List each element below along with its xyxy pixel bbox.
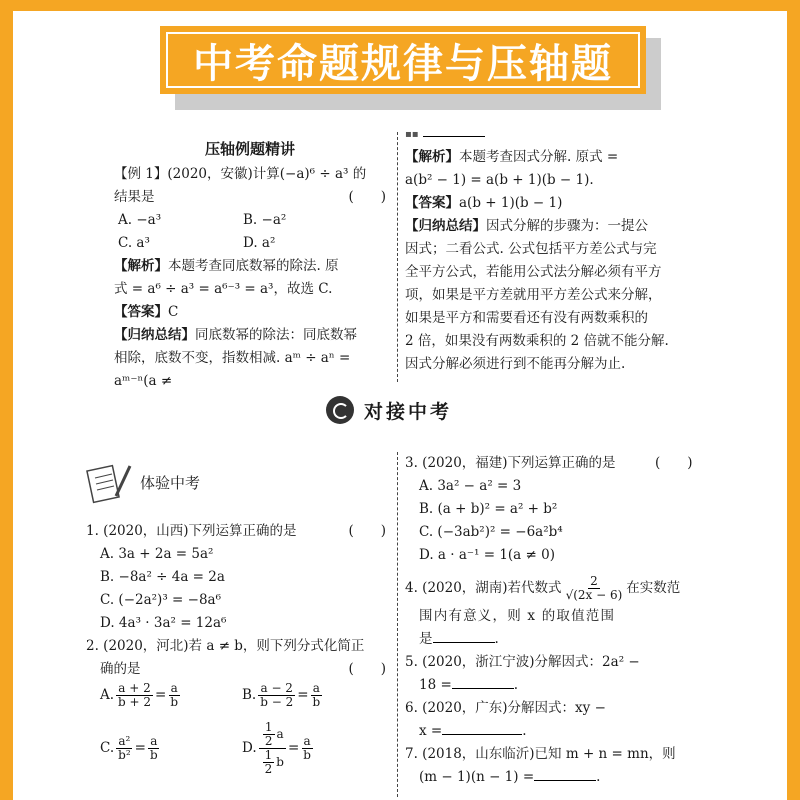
right-summary-line-1: 【归纳总结】因式分解的步骤为：一提公 bbox=[405, 218, 648, 234]
q2-stem: 2. (2020，河北)若 a ≠ b，则下列分式化简正 bbox=[86, 638, 365, 654]
option-c: C. a³ bbox=[118, 235, 150, 251]
sub-heading-title: 体验中考 bbox=[140, 473, 201, 492]
bottom-column-divider bbox=[397, 452, 398, 797]
left-example-column bbox=[114, 138, 386, 393]
q1-option-c: C. (−2a²)³ = −8a⁶ bbox=[100, 592, 221, 608]
top-column-divider bbox=[397, 132, 398, 382]
q1-option-b: B. −8a² ÷ 4a = 2a bbox=[100, 569, 225, 585]
analysis-line-1: 【解析】本题考查同底数幂的除法. 原 bbox=[114, 258, 339, 274]
section-title: 对接中考 bbox=[364, 400, 453, 423]
q2-options bbox=[100, 675, 390, 781]
q7-answer-blank[interactable] bbox=[534, 766, 596, 781]
q6-answer-blank[interactable] bbox=[442, 720, 522, 735]
right-example-column bbox=[405, 122, 705, 376]
option-a: A. −a³ bbox=[118, 212, 162, 228]
right-analysis-line-2: a(b² − 1) = a(b + 1)(b − 1). bbox=[405, 172, 594, 188]
q7-line-1: 7. (2018，山东临沂)已知 m + n = mn，则 bbox=[405, 746, 676, 762]
section-icon bbox=[326, 396, 354, 424]
top-blank bbox=[423, 122, 485, 137]
q2-option-c: C. $\frac{\text{a²}}{\text{b²}}$ = $\frac{a}{b}$ bbox=[100, 733, 158, 762]
summary-line-1: 【归纳总结】同底数幂的除法：同底数幂 bbox=[114, 327, 357, 343]
q3-option-c: C. (−3ab²)² = −6a²b⁴ bbox=[419, 524, 563, 540]
top-blank-line: ▪▪ bbox=[405, 122, 705, 146]
q3-stem: 3. (2020，福建)下列运算正确的是 ( ) bbox=[405, 455, 693, 471]
right-summary-line-4: 项，如果是平方差就用平方差公式来分解， bbox=[405, 287, 662, 303]
q2-option-d: D. $\frac{1}{2}$ a $\frac{1}{2}$ b = $\frac{a}{b}$ bbox=[242, 719, 311, 776]
section-heading bbox=[326, 396, 452, 424]
q2-option-b: B. $\frac{a - 2}{b - 2}$ = $\frac{a}{b}$ bbox=[242, 680, 321, 709]
banner-title: 中考命题规律与压轴题 bbox=[193, 40, 613, 87]
q2-option-a: A. $\frac{a + 2}{b + 2}$ = $\frac{a}{b}$ bbox=[100, 680, 179, 709]
q4-line-3: 是 . bbox=[405, 628, 705, 651]
example-1-options-ab bbox=[114, 209, 386, 232]
right-summary-line-6: 2 倍，如果没有两数乘积的 2 倍就不能分解. bbox=[405, 333, 669, 349]
q1-stem: 1. (2020，山西)下列运算正确的是 ( ) bbox=[86, 523, 386, 539]
right-analysis-line-1: 【解析】本题考查因式分解. 原式 = bbox=[405, 149, 619, 165]
answer-line: 【答案】C bbox=[114, 304, 179, 320]
q6-line-2: x = . bbox=[405, 720, 705, 743]
q3-option-b: B. (a + b)² = a² + b² bbox=[419, 501, 558, 517]
q3-option-d: D. a · a⁻¹ = 1(a ≠ 0) bbox=[419, 547, 555, 563]
q6-line-1: 6. (2020，广东)分解因式：xy − bbox=[405, 700, 606, 716]
option-d: D. a² bbox=[243, 235, 276, 251]
right-summary-line-3: 全平方公式，若能用公式法分解必须有平方 bbox=[405, 264, 662, 280]
example-1-options-cd bbox=[114, 232, 386, 255]
notebook-pencil-icon bbox=[86, 460, 134, 504]
q2-stem-cont: 确的是 ( ) bbox=[100, 661, 386, 677]
q4-fraction: $\frac{2}{√(2x - 6)}$ bbox=[565, 573, 623, 602]
questions-right-column bbox=[405, 452, 705, 789]
q2-options-cd bbox=[100, 715, 390, 781]
q7-line-2: (m − 1)(n − 1) = . bbox=[405, 766, 705, 789]
banner-frame bbox=[166, 32, 640, 88]
option-b: B. −a² bbox=[243, 212, 287, 228]
q4-stem: 4. (2020，湖南)若代数式 $\frac{2}{√(2x - 6)}$ 在实数范 bbox=[405, 573, 681, 602]
summary-line-2: 相除，底数不变，指数相减. aᵐ ÷ aⁿ = aᵐ⁻ⁿ(a ≠ bbox=[114, 350, 351, 389]
example-1-cont: 结果是 ( ) bbox=[114, 186, 386, 209]
q5-answer-blank[interactable] bbox=[452, 674, 514, 689]
banner bbox=[160, 26, 646, 94]
right-answer-line: 【答案】a(b + 1)(b − 1) bbox=[405, 195, 563, 211]
q1-option-a: A. 3a + 2a = 5a² bbox=[100, 546, 214, 562]
q5-line-2: 18 = . bbox=[405, 674, 705, 697]
questions-left-column bbox=[86, 520, 386, 681]
q1-option-d: D. 4a³ · 3a² = 12a⁶ bbox=[100, 615, 227, 631]
q4-line-2: 围内有意义，则 x 的取值范围 bbox=[419, 608, 616, 624]
analysis-line-2: 式 = a⁶ ÷ a³ = a⁶⁻³ = a³，故选 C. bbox=[114, 281, 333, 297]
q4-answer-blank[interactable] bbox=[433, 628, 495, 643]
sub-heading bbox=[86, 460, 200, 504]
example-1-intro: 【例 1】(2020，安徽)计算(−a)⁶ ÷ a³ 的 bbox=[114, 166, 367, 182]
q3-option-a: A. 3a² − a² = 3 bbox=[419, 478, 522, 494]
example-heading: 压轴例题精讲 bbox=[204, 140, 295, 158]
q2-options-ab bbox=[100, 675, 390, 715]
q5-line-1: 5. (2020，浙江宁波)分解因式：2a² − bbox=[405, 654, 640, 670]
example-1-paren: ( ) bbox=[348, 189, 386, 205]
right-summary-line-2: 因式；二看公式. 公式包括平方差公式与完 bbox=[405, 241, 657, 257]
right-summary-line-5: 如果是平方和需要看还有没有两数乘积的 bbox=[405, 310, 648, 326]
right-summary-line-7: 因式分解必须进行到不能再分解为止. bbox=[405, 356, 626, 372]
